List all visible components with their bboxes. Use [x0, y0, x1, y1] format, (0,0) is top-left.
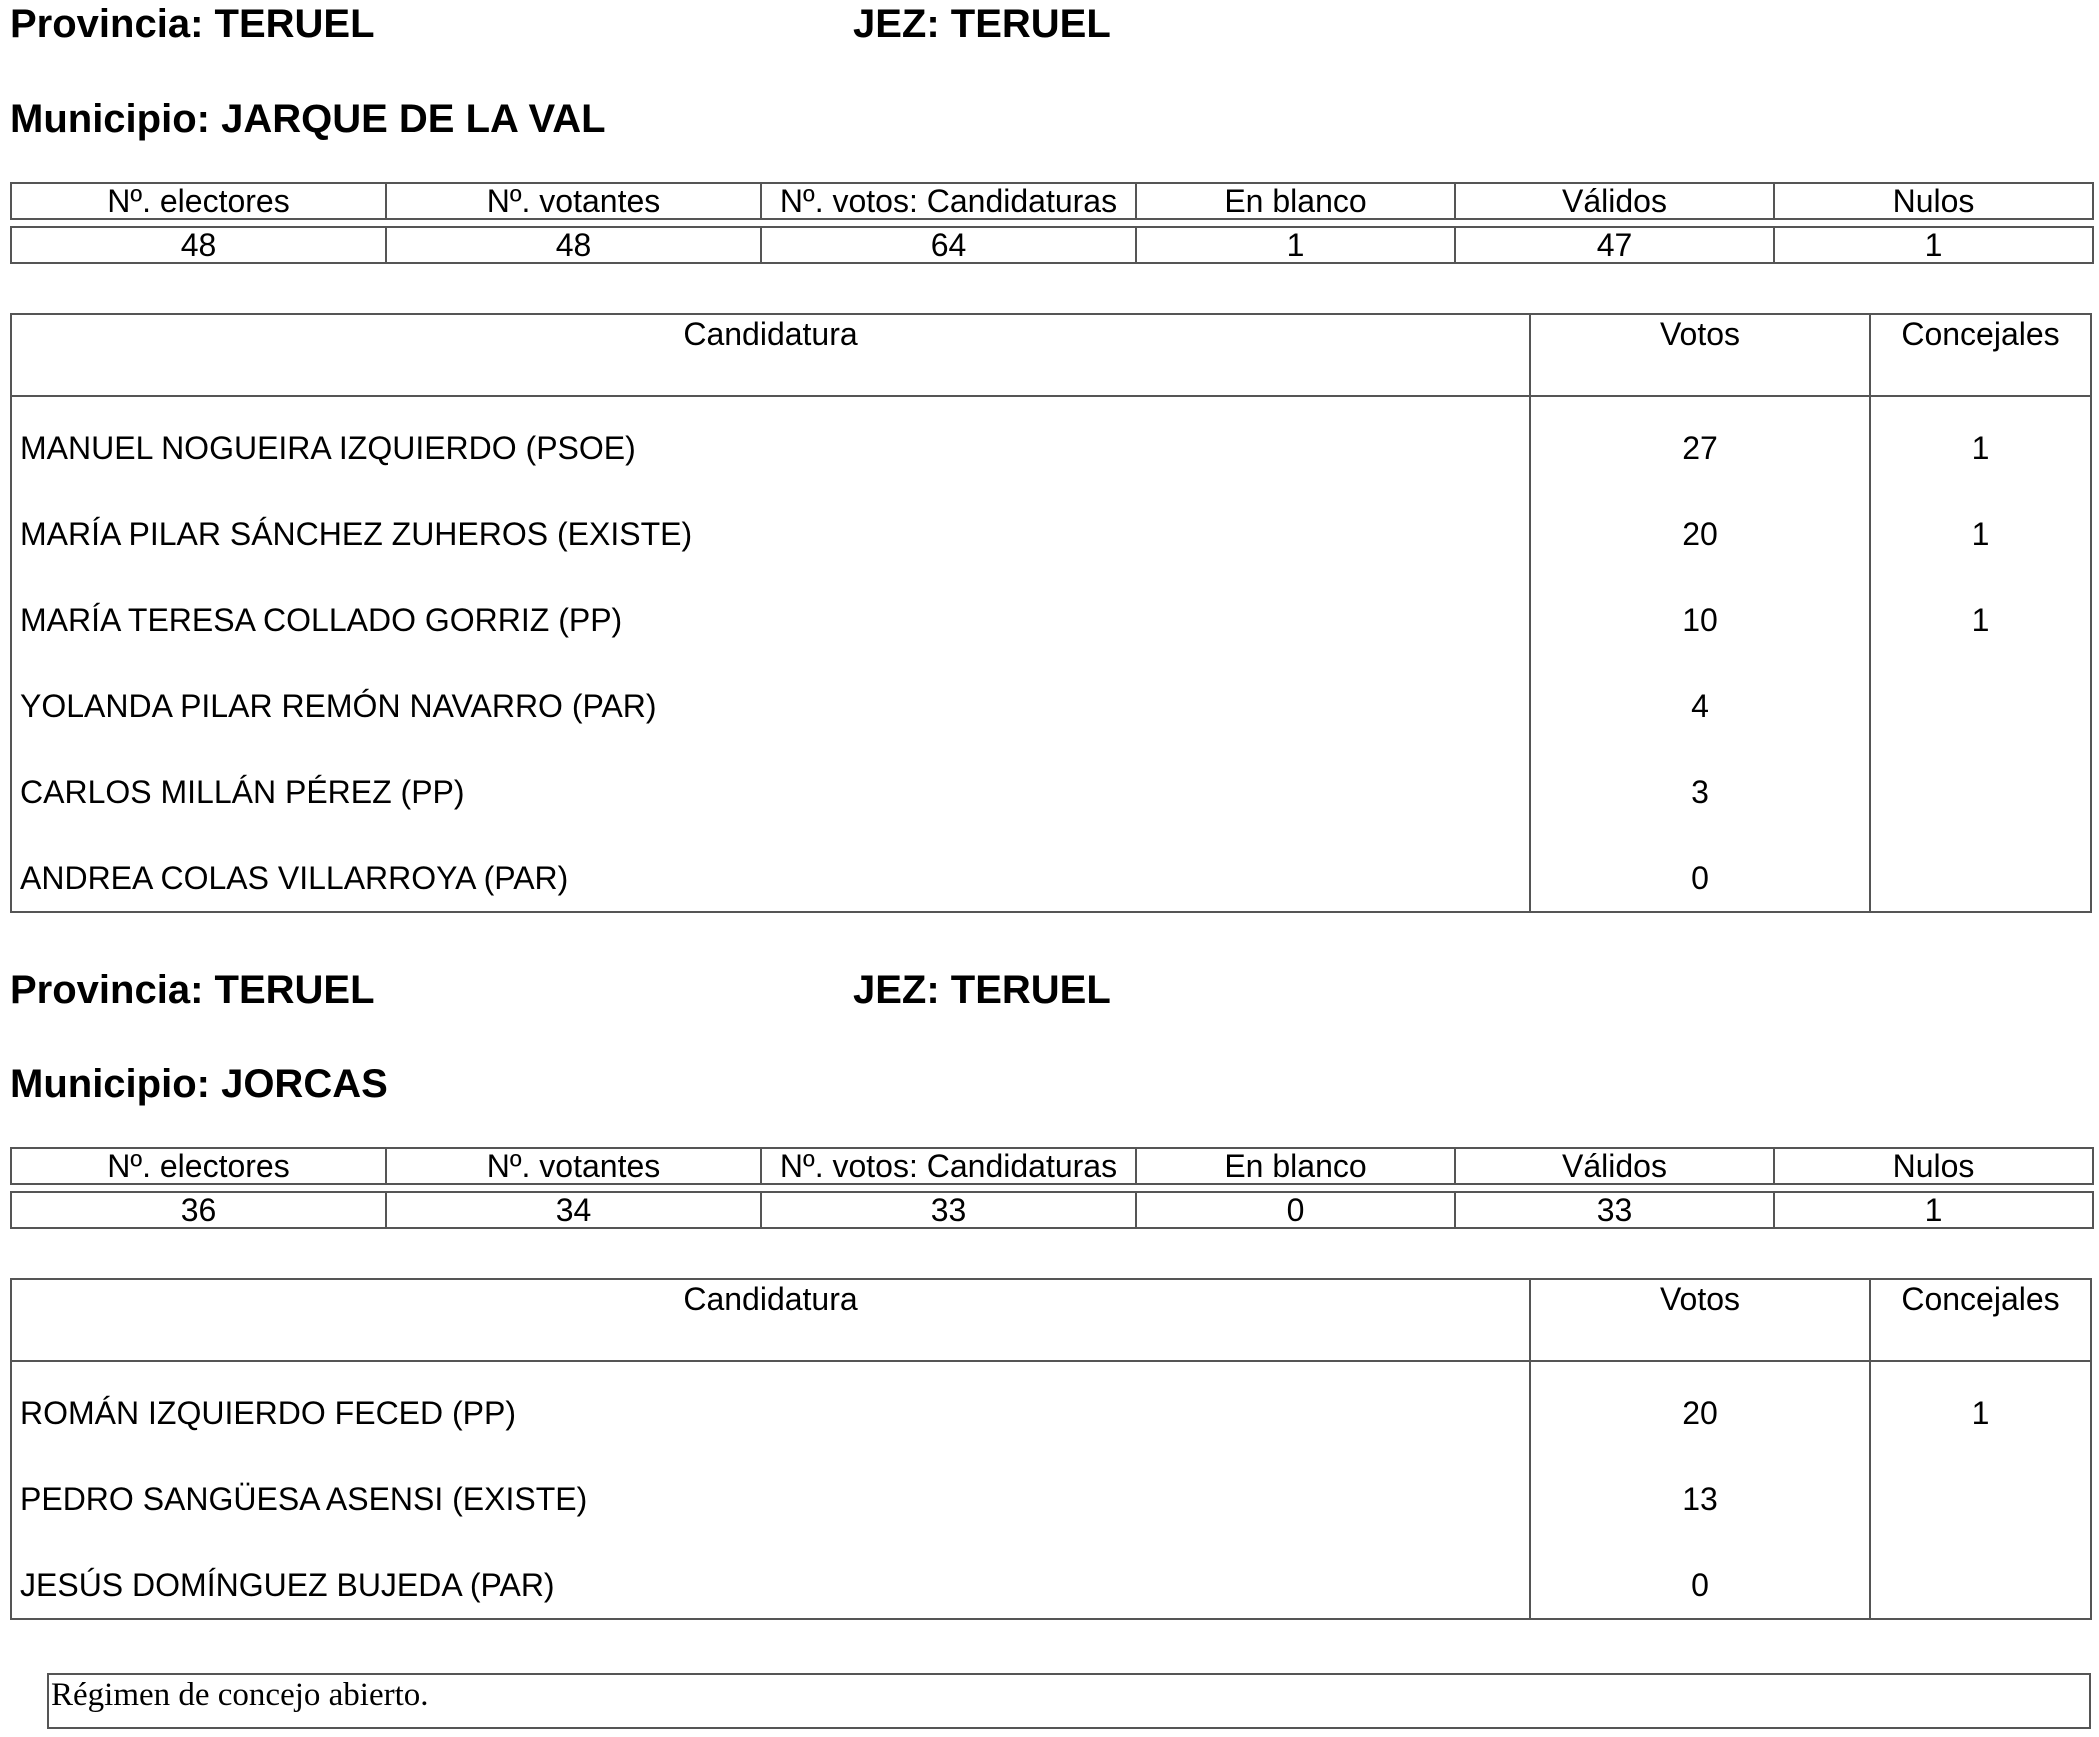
header-concejales: Concejales	[1901, 1281, 2060, 1317]
candidate-votos: 0	[1691, 860, 1709, 896]
summary-value-nulos: 1	[1774, 227, 2093, 263]
summary-value-en-blanco: 0	[1136, 1192, 1455, 1228]
summary-header-votos-candidaturas: Nº. votos: Candidaturas	[761, 183, 1136, 219]
provincia-label: Provincia: TERUEL	[10, 968, 375, 1012]
provincia-label: Provincia: TERUEL	[10, 2, 375, 46]
summary-value-votos-candidaturas: 33	[761, 1192, 1136, 1228]
summary-value-votantes: 48	[386, 227, 761, 263]
candidate-name: ROMÁN IZQUIERDO FECED (PP)	[20, 1395, 517, 1431]
candidate-name: MARÍA PILAR SÁNCHEZ ZUHEROS (EXISTE)	[20, 516, 693, 552]
candidates-header	[12, 315, 2090, 397]
summary-header-electores: Nº. electores	[11, 1148, 386, 1184]
candidate-votos: 3	[1691, 774, 1709, 810]
jez-label: JEZ: TERUEL	[853, 968, 1111, 1012]
table-row	[12, 655, 2090, 741]
header-candidatura: Candidatura	[683, 1281, 858, 1317]
candidate-name: MARÍA TERESA COLLADO GORRIZ (PP)	[20, 602, 623, 638]
candidate-name: CARLOS MILLÁN PÉREZ (PP)	[20, 774, 465, 810]
summary-value-en-blanco: 1	[1136, 227, 1455, 263]
candidate-votos: 20	[1682, 516, 1718, 552]
summary-header-validos: Válidos	[1455, 1148, 1774, 1184]
summary-value-row	[11, 227, 2093, 263]
candidate-votos: 4	[1691, 688, 1709, 724]
header-votos: Votos	[1659, 1281, 1741, 1317]
candidate-concejales: 1	[1971, 516, 1990, 552]
summary-header-nulos: Nulos	[1774, 1148, 2093, 1184]
summary-values-table	[10, 226, 2094, 264]
candidates-header	[12, 1280, 2090, 1362]
table-row	[12, 569, 2090, 655]
candidate-concejales: 1	[1971, 1395, 1990, 1431]
candidate-votos: 20	[1682, 1395, 1718, 1431]
candidate-name: PEDRO SANGÜESA ASENSI (EXISTE)	[20, 1481, 588, 1517]
summary-header-electores: Nº. electores	[11, 183, 386, 219]
candidate-votos: 13	[1682, 1481, 1718, 1517]
summary-header-votantes: Nº. votantes	[386, 1148, 761, 1184]
candidates-table	[10, 1278, 2092, 1620]
summary-value-validos: 47	[1455, 227, 1774, 263]
summary-value-row	[11, 1192, 2093, 1228]
summary-header-votantes: Nº. votantes	[386, 183, 761, 219]
summary-table	[10, 182, 2094, 220]
summary-header-en-blanco: En blanco	[1136, 183, 1455, 219]
candidates-table	[10, 313, 2092, 913]
table-row	[12, 1534, 2090, 1620]
summary-value-electores: 36	[11, 1192, 386, 1228]
table-row	[12, 1448, 2090, 1534]
table-row	[12, 483, 2090, 569]
summary-values-table	[10, 1191, 2094, 1229]
table-row	[12, 827, 2090, 913]
summary-header-nulos: Nulos	[1774, 183, 2093, 219]
summary-header-votos-candidaturas: Nº. votos: Candidaturas	[761, 1148, 1136, 1184]
summary-header-validos: Válidos	[1455, 183, 1774, 219]
regimen-note: Régimen de concejo abierto.	[47, 1673, 2091, 1729]
summary-value-electores: 48	[11, 227, 386, 263]
candidate-concejales: 1	[1971, 602, 1990, 638]
candidate-concejales: 1	[1971, 430, 1990, 466]
table-row	[12, 397, 2090, 483]
header-votos: Votos	[1659, 316, 1741, 352]
summary-value-validos: 33	[1455, 1192, 1774, 1228]
candidate-votos: 0	[1691, 1567, 1709, 1603]
table-row	[12, 741, 2090, 827]
candidate-votos: 27	[1682, 430, 1718, 466]
candidate-name: MANUEL NOGUEIRA IZQUIERDO (PSOE)	[20, 430, 636, 466]
summary-header-en-blanco: En blanco	[1136, 1148, 1455, 1184]
summary-value-votantes: 34	[386, 1192, 761, 1228]
summary-header-row	[11, 183, 2093, 219]
header-concejales: Concejales	[1901, 316, 2060, 352]
jez-label: JEZ: TERUEL	[853, 2, 1111, 46]
candidate-votos: 10	[1682, 602, 1718, 638]
candidate-name: YOLANDA PILAR REMÓN NAVARRO (PAR)	[20, 688, 657, 724]
summary-table	[10, 1147, 2094, 1185]
municipio-label: Municipio: JORCAS	[10, 1062, 388, 1106]
candidate-name: JESÚS DOMÍNGUEZ BUJEDA (PAR)	[20, 1567, 555, 1603]
table-row	[12, 1362, 2090, 1448]
summary-value-nulos: 1	[1774, 1192, 2093, 1228]
summary-header-row	[11, 1148, 2093, 1184]
summary-value-votos-candidaturas: 64	[761, 227, 1136, 263]
municipio-label: Municipio: JARQUE DE LA VAL	[10, 97, 606, 141]
candidate-name: ANDREA COLAS VILLARROYA (PAR)	[20, 860, 569, 896]
header-candidatura: Candidatura	[683, 316, 858, 352]
